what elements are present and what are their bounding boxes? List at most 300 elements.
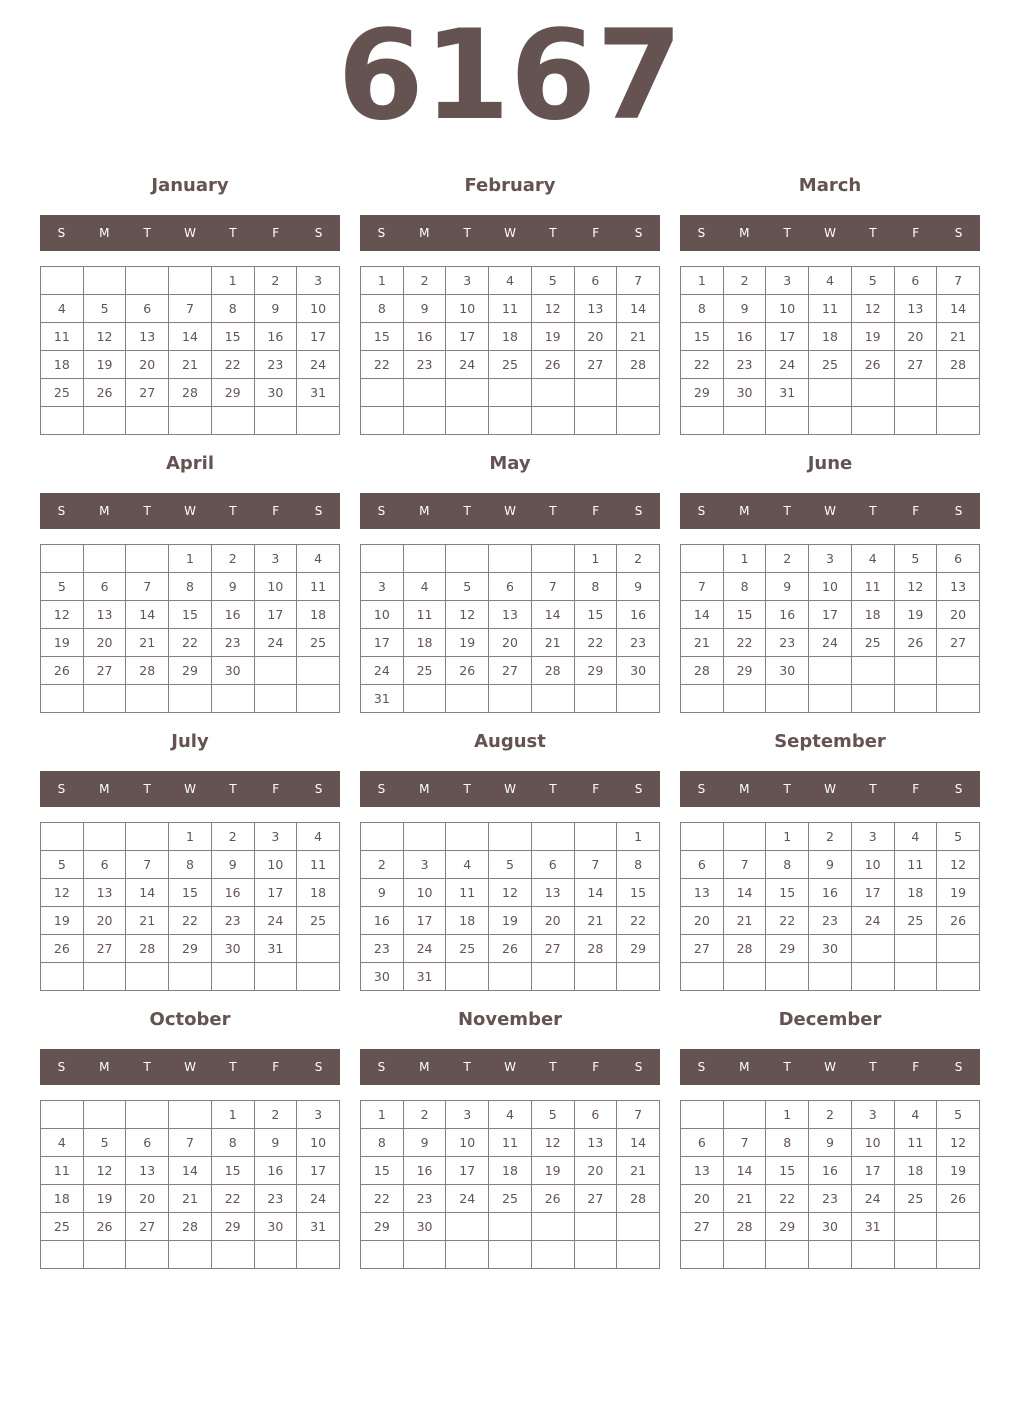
- day-cell: 16: [403, 1157, 446, 1185]
- day-cell: 21: [169, 351, 212, 379]
- day-cell: 18: [41, 351, 84, 379]
- day-cell: 9: [403, 1129, 446, 1157]
- day-cell: 28: [574, 935, 617, 963]
- week-row: [361, 1241, 660, 1269]
- weekday-header: W: [824, 1060, 836, 1074]
- empty-day-cell: [723, 685, 766, 713]
- day-cell: 8: [766, 1129, 809, 1157]
- day-cell: 11: [894, 1129, 937, 1157]
- day-cell: 10: [297, 1129, 340, 1157]
- weekday-header-bar: [680, 493, 980, 529]
- weekday-header: F: [592, 504, 600, 518]
- day-cell: 8: [211, 1129, 254, 1157]
- empty-day-cell: [489, 407, 532, 435]
- day-cell: 6: [574, 1101, 617, 1129]
- weekday-header: W: [184, 226, 196, 240]
- day-cell: 12: [446, 601, 489, 629]
- empty-day-cell: [574, 1213, 617, 1241]
- weekday-header: T: [143, 226, 151, 240]
- day-cell: 29: [766, 935, 809, 963]
- empty-day-cell: [681, 1101, 724, 1129]
- day-cell: 10: [851, 1129, 894, 1157]
- week-row: [41, 407, 340, 435]
- empty-day-cell: [361, 407, 404, 435]
- week-row: [361, 657, 660, 685]
- empty-day-cell: [446, 379, 489, 407]
- day-cell: 21: [126, 907, 169, 935]
- day-cell: 4: [489, 267, 532, 295]
- day-cell: 26: [41, 657, 84, 685]
- day-cell: 27: [489, 657, 532, 685]
- day-cell: 1: [766, 823, 809, 851]
- day-cell: 17: [851, 1157, 894, 1185]
- day-cell: 13: [83, 601, 126, 629]
- day-cell: 19: [489, 907, 532, 935]
- empty-day-cell: [809, 657, 852, 685]
- day-cell: 2: [617, 545, 660, 573]
- day-cell: 25: [489, 351, 532, 379]
- day-cell: 1: [574, 545, 617, 573]
- empty-day-cell: [403, 823, 446, 851]
- weekday-header: S: [634, 1060, 643, 1074]
- weekday-header: W: [184, 782, 196, 796]
- empty-day-cell: [681, 685, 724, 713]
- day-cell: 16: [403, 323, 446, 351]
- day-grid: [680, 1100, 980, 1269]
- day-cell: 12: [531, 1129, 574, 1157]
- day-cell: 28: [681, 657, 724, 685]
- day-cell: 14: [531, 601, 574, 629]
- day-grid: [360, 1100, 660, 1269]
- day-cell: 31: [297, 1213, 340, 1241]
- empty-day-cell: [894, 963, 937, 991]
- day-cell: 28: [617, 1185, 660, 1213]
- week-row: [41, 601, 340, 629]
- empty-day-cell: [894, 379, 937, 407]
- day-cell: 26: [937, 1185, 980, 1213]
- weekday-header: T: [869, 504, 877, 518]
- day-cell: 7: [126, 573, 169, 601]
- day-grid: [680, 266, 980, 435]
- week-row: [41, 851, 340, 879]
- empty-day-cell: [297, 963, 340, 991]
- day-cell: 14: [937, 295, 980, 323]
- day-cell: 19: [531, 323, 574, 351]
- day-cell: 3: [446, 267, 489, 295]
- weekday-header-bar: [680, 215, 980, 251]
- day-cell: 22: [617, 907, 660, 935]
- day-cell: 17: [361, 629, 404, 657]
- empty-day-cell: [617, 685, 660, 713]
- day-cell: 14: [723, 1157, 766, 1185]
- weekday-header-bar: [360, 771, 660, 807]
- empty-day-cell: [723, 1241, 766, 1269]
- day-cell: 18: [297, 879, 340, 907]
- day-cell: 25: [894, 1185, 937, 1213]
- empty-day-cell: [361, 823, 404, 851]
- week-row: [361, 379, 660, 407]
- week-row: [361, 685, 660, 713]
- day-cell: 3: [361, 573, 404, 601]
- month-name: July: [171, 731, 209, 752]
- week-row: [681, 407, 980, 435]
- day-cell: 8: [723, 573, 766, 601]
- month-name: June: [807, 453, 853, 474]
- empty-day-cell: [83, 267, 126, 295]
- empty-day-cell: [531, 1241, 574, 1269]
- week-row: [41, 907, 340, 935]
- weekday-header: T: [783, 1060, 791, 1074]
- day-cell: 25: [297, 907, 340, 935]
- weekday-header: T: [143, 504, 151, 518]
- day-cell: 18: [297, 601, 340, 629]
- day-cell: 20: [681, 907, 724, 935]
- year-title: 6167: [337, 4, 683, 148]
- weekday-header: T: [549, 226, 557, 240]
- empty-day-cell: [126, 685, 169, 713]
- empty-day-cell: [361, 379, 404, 407]
- empty-day-cell: [83, 1101, 126, 1129]
- week-row: [681, 823, 980, 851]
- day-cell: 22: [723, 629, 766, 657]
- day-cell: 9: [254, 1129, 297, 1157]
- day-cell: 29: [169, 935, 212, 963]
- week-row: [361, 935, 660, 963]
- day-cell: 7: [681, 573, 724, 601]
- day-cell: 30: [254, 379, 297, 407]
- day-cell: 21: [531, 629, 574, 657]
- empty-day-cell: [41, 1241, 84, 1269]
- day-cell: 20: [894, 323, 937, 351]
- weekday-header: F: [272, 504, 280, 518]
- day-cell: 25: [894, 907, 937, 935]
- day-cell: 1: [617, 823, 660, 851]
- empty-day-cell: [681, 545, 724, 573]
- day-cell: 20: [574, 323, 617, 351]
- day-cell: 15: [211, 323, 254, 351]
- day-cell: 12: [83, 1157, 126, 1185]
- day-grid: [680, 544, 980, 713]
- day-cell: 3: [851, 823, 894, 851]
- month-name: September: [774, 731, 886, 752]
- day-cell: 20: [126, 351, 169, 379]
- weekday-header: T: [869, 226, 877, 240]
- weekday-header: M: [739, 226, 750, 240]
- day-cell: 3: [403, 851, 446, 879]
- empty-day-cell: [126, 1101, 169, 1129]
- day-cell: 2: [211, 545, 254, 573]
- day-cell: 7: [723, 1129, 766, 1157]
- day-cell: 27: [531, 935, 574, 963]
- day-cell: 10: [446, 295, 489, 323]
- day-cell: 16: [723, 323, 766, 351]
- day-cell: 2: [211, 823, 254, 851]
- day-cell: 19: [83, 1185, 126, 1213]
- day-cell: 17: [809, 601, 852, 629]
- weekday-header: S: [634, 226, 643, 240]
- empty-day-cell: [937, 657, 980, 685]
- empty-day-cell: [254, 407, 297, 435]
- weekday-header: M: [419, 1060, 430, 1074]
- empty-day-cell: [681, 407, 724, 435]
- week-row: [41, 657, 340, 685]
- empty-day-cell: [574, 1241, 617, 1269]
- empty-day-cell: [41, 1101, 84, 1129]
- week-row: [41, 1157, 340, 1185]
- week-row: [361, 907, 660, 935]
- day-cell: 17: [403, 907, 446, 935]
- week-row: [361, 323, 660, 351]
- day-cell: 22: [211, 351, 254, 379]
- day-cell: 19: [531, 1157, 574, 1185]
- week-row: [681, 1157, 980, 1185]
- day-cell: 15: [723, 601, 766, 629]
- weekday-header: T: [549, 1060, 557, 1074]
- day-cell: 10: [766, 295, 809, 323]
- day-cell: 11: [894, 851, 937, 879]
- week-row: [41, 1129, 340, 1157]
- empty-day-cell: [169, 1101, 212, 1129]
- day-cell: 9: [809, 851, 852, 879]
- weekday-header: S: [697, 226, 706, 240]
- day-cell: 22: [361, 351, 404, 379]
- day-cell: 29: [211, 379, 254, 407]
- day-cell: 16: [809, 879, 852, 907]
- empty-day-cell: [126, 963, 169, 991]
- day-cell: 26: [83, 379, 126, 407]
- empty-day-cell: [766, 407, 809, 435]
- day-cell: 11: [446, 879, 489, 907]
- day-cell: 14: [169, 1157, 212, 1185]
- week-row: [681, 907, 980, 935]
- week-row: [681, 1129, 980, 1157]
- day-cell: 11: [297, 851, 340, 879]
- empty-day-cell: [723, 823, 766, 851]
- day-cell: 7: [617, 1101, 660, 1129]
- empty-day-cell: [937, 407, 980, 435]
- empty-day-cell: [83, 407, 126, 435]
- day-cell: 19: [937, 879, 980, 907]
- day-cell: 2: [254, 267, 297, 295]
- weekday-header: W: [184, 1060, 196, 1074]
- week-row: [681, 657, 980, 685]
- day-cell: 7: [169, 1129, 212, 1157]
- day-cell: 11: [403, 601, 446, 629]
- day-cell: 8: [617, 851, 660, 879]
- empty-day-cell: [297, 657, 340, 685]
- day-cell: 23: [254, 1185, 297, 1213]
- weekday-header: F: [912, 1060, 920, 1074]
- empty-day-cell: [83, 685, 126, 713]
- day-cell: 17: [297, 323, 340, 351]
- empty-day-cell: [403, 379, 446, 407]
- day-cell: 21: [723, 1185, 766, 1213]
- week-row: [41, 379, 340, 407]
- day-cell: 29: [681, 379, 724, 407]
- day-cell: 14: [126, 601, 169, 629]
- weekday-header: W: [504, 504, 516, 518]
- day-cell: 16: [766, 601, 809, 629]
- weekday-header-bar: [680, 1049, 980, 1085]
- weekday-header-bar: [40, 215, 340, 251]
- day-cell: 12: [937, 1129, 980, 1157]
- empty-day-cell: [531, 823, 574, 851]
- day-cell: 4: [297, 823, 340, 851]
- day-cell: 1: [211, 1101, 254, 1129]
- day-cell: 3: [254, 545, 297, 573]
- empty-day-cell: [851, 1241, 894, 1269]
- day-cell: 24: [361, 657, 404, 685]
- day-cell: 26: [937, 907, 980, 935]
- week-row: [681, 851, 980, 879]
- day-grid: [360, 822, 660, 991]
- day-cell: 19: [41, 629, 84, 657]
- empty-day-cell: [403, 407, 446, 435]
- week-row: [41, 1101, 340, 1129]
- week-row: [681, 1213, 980, 1241]
- day-cell: 16: [211, 879, 254, 907]
- empty-day-cell: [403, 1241, 446, 1269]
- day-cell: 18: [489, 1157, 532, 1185]
- day-cell: 4: [489, 1101, 532, 1129]
- day-cell: 4: [41, 295, 84, 323]
- day-cell: 22: [681, 351, 724, 379]
- week-row: [361, 295, 660, 323]
- weekday-header: T: [229, 226, 237, 240]
- week-row: [361, 1157, 660, 1185]
- week-row: [361, 823, 660, 851]
- empty-day-cell: [169, 963, 212, 991]
- day-cell: 24: [809, 629, 852, 657]
- day-cell: 1: [766, 1101, 809, 1129]
- weekday-header: S: [697, 504, 706, 518]
- day-cell: 28: [531, 657, 574, 685]
- empty-day-cell: [723, 1101, 766, 1129]
- week-row: [361, 601, 660, 629]
- week-row: [41, 685, 340, 713]
- empty-day-cell: [41, 963, 84, 991]
- day-cell: 7: [169, 295, 212, 323]
- day-cell: 11: [851, 573, 894, 601]
- weekday-header: T: [229, 782, 237, 796]
- day-cell: 12: [489, 879, 532, 907]
- weekday-header: M: [419, 226, 430, 240]
- weekday-header: T: [463, 226, 471, 240]
- week-row: [41, 267, 340, 295]
- week-row: [361, 267, 660, 295]
- day-cell: 22: [766, 907, 809, 935]
- day-cell: 6: [574, 267, 617, 295]
- day-cell: 20: [574, 1157, 617, 1185]
- day-cell: 18: [403, 629, 446, 657]
- weekday-header: F: [912, 504, 920, 518]
- empty-day-cell: [211, 685, 254, 713]
- empty-day-cell: [766, 1241, 809, 1269]
- day-cell: 9: [766, 573, 809, 601]
- day-cell: 29: [723, 657, 766, 685]
- empty-day-cell: [574, 823, 617, 851]
- empty-day-cell: [723, 963, 766, 991]
- day-cell: 14: [169, 323, 212, 351]
- weekday-header-bar: [680, 771, 980, 807]
- day-cell: 18: [489, 323, 532, 351]
- empty-day-cell: [851, 407, 894, 435]
- day-cell: 17: [851, 879, 894, 907]
- day-cell: 12: [41, 879, 84, 907]
- day-cell: 1: [723, 545, 766, 573]
- week-row: [41, 879, 340, 907]
- weekday-header: T: [869, 782, 877, 796]
- day-cell: 15: [766, 1157, 809, 1185]
- day-cell: 16: [254, 1157, 297, 1185]
- day-cell: 28: [723, 935, 766, 963]
- day-cell: 22: [169, 629, 212, 657]
- week-row: [361, 1185, 660, 1213]
- day-cell: 12: [851, 295, 894, 323]
- week-row: [361, 407, 660, 435]
- empty-day-cell: [297, 935, 340, 963]
- day-cell: 5: [937, 1101, 980, 1129]
- empty-day-cell: [617, 379, 660, 407]
- day-cell: 27: [681, 935, 724, 963]
- day-cell: 18: [851, 601, 894, 629]
- day-cell: 19: [446, 629, 489, 657]
- day-cell: 30: [361, 963, 404, 991]
- day-cell: 20: [83, 629, 126, 657]
- weekday-header: S: [57, 226, 66, 240]
- day-cell: 4: [446, 851, 489, 879]
- day-cell: 24: [766, 351, 809, 379]
- week-row: [681, 1185, 980, 1213]
- empty-day-cell: [83, 963, 126, 991]
- day-cell: 29: [766, 1213, 809, 1241]
- empty-day-cell: [574, 963, 617, 991]
- day-cell: 27: [574, 351, 617, 379]
- empty-day-cell: [531, 379, 574, 407]
- empty-day-cell: [894, 685, 937, 713]
- empty-day-cell: [297, 1241, 340, 1269]
- day-cell: 2: [723, 267, 766, 295]
- empty-day-cell: [446, 823, 489, 851]
- day-cell: 20: [126, 1185, 169, 1213]
- weekday-header: T: [549, 782, 557, 796]
- weekday-header: M: [739, 782, 750, 796]
- day-cell: 7: [617, 267, 660, 295]
- day-cell: 7: [574, 851, 617, 879]
- weekday-header: S: [954, 782, 963, 796]
- empty-day-cell: [489, 1241, 532, 1269]
- day-cell: 28: [937, 351, 980, 379]
- week-row: [681, 573, 980, 601]
- day-cell: 16: [254, 323, 297, 351]
- day-cell: 12: [937, 851, 980, 879]
- day-cell: 24: [851, 907, 894, 935]
- day-cell: 9: [809, 1129, 852, 1157]
- weekday-header: S: [377, 504, 386, 518]
- day-cell: 13: [937, 573, 980, 601]
- day-cell: 25: [41, 379, 84, 407]
- weekday-header: S: [314, 226, 323, 240]
- day-cell: 4: [41, 1129, 84, 1157]
- day-cell: 23: [361, 935, 404, 963]
- day-cell: 20: [83, 907, 126, 935]
- weekday-header: S: [954, 504, 963, 518]
- day-cell: 9: [361, 879, 404, 907]
- week-row: [41, 1185, 340, 1213]
- weekday-header: T: [463, 1060, 471, 1074]
- day-grid: [40, 544, 340, 713]
- day-cell: 2: [809, 1101, 852, 1129]
